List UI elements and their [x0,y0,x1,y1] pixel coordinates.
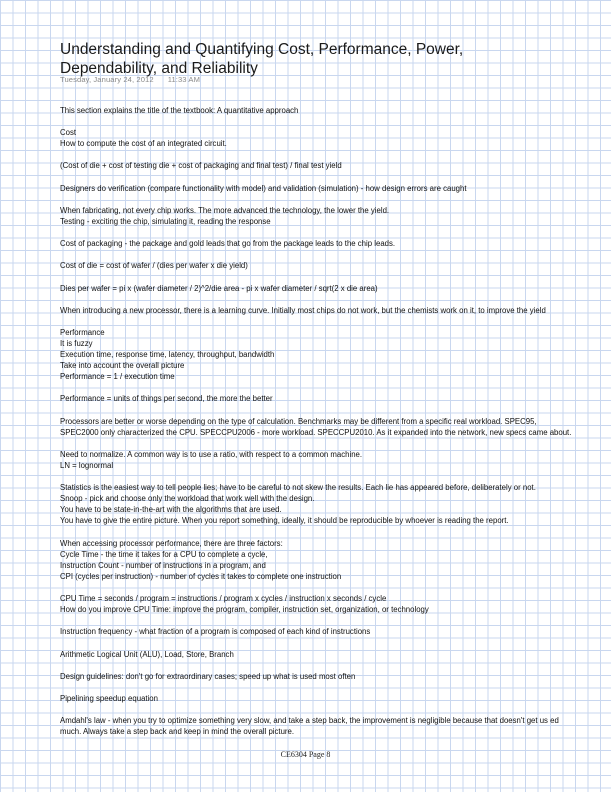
note-line: CPU Time = seconds / program = instructions / program x cycles / instruction x seconds / cycle [60,594,387,604]
note-timestamp [60,75,200,84]
note-line: Instruction frequency - what fraction of a program is composed of each kind of instructions [60,627,371,637]
note-title-line: Dependability, and Reliability [60,60,258,77]
note-paragraph [60,693,606,704]
paragraph-gap [60,615,606,626]
note-date: Tuesday, January 24, 2012 [60,75,154,84]
note-paragraph [60,327,606,382]
note-paragraph [60,482,606,526]
note-line: You have to be state-in-the-art with the algorithms that are used. [60,505,282,515]
paragraph-gap [60,582,606,593]
note-line: This section explains the title of the textbook: A quantitative approach [60,106,299,115]
note-paragraph [60,105,606,116]
note-paragraph [60,238,606,249]
note-paragraph [60,127,606,149]
note-line: Snoop - pick and choose only the workload that work well with the design. [60,494,315,504]
note-line: Take into account the overall picture [60,361,185,371]
note-paragraph [60,183,606,194]
note-title [60,40,580,78]
note-line: SPEC2000 only characterized the CPU. SPECCPU2006 - more workload. SPECCPU2010. As it expanded into the network, new specs came about. [60,427,572,437]
note-line: CPI (cycles per instruction) - number of cycles it takes to complete one instruction [60,571,342,581]
paragraph-gap [60,438,606,449]
note-paragraph [60,160,606,171]
paragraph-gap [60,149,606,160]
note-paragraph [60,305,606,316]
note-line: Performance [60,327,105,337]
note-paragraph [60,449,606,471]
note-line: Cost of packaging - the package and gold leads that go from the package leads to the chip leads. [60,239,396,249]
paragraph-gap [60,294,606,305]
note-line: Cost [60,128,77,138]
paragraph-gap [60,116,606,127]
note-paragraph [60,538,606,582]
note-paragraph [60,671,606,682]
note-line: much. Always take a step back and keep in mind the overall picture. [60,727,295,737]
paragraph-gap [60,471,606,482]
note-line: You have to give the entire picture. When you report something, ideally, it should be reproducible by whoever is reading the report. [60,516,509,526]
note-paragraph [60,626,606,637]
paragraph-gap [60,271,606,282]
note-line: Cost of die = cost of wafer / (dies per wafer x die yield) [60,261,248,271]
note-paragraph [60,715,606,737]
paragraph-gap [60,660,606,671]
note-line: Instruction Count - number of instructions in a program, and [60,560,266,570]
note-paragraph [60,260,606,271]
paragraph-gap [60,638,606,649]
paragraph-gap [60,227,606,238]
note-line: How to compute the cost of an integrated circuit. [60,139,227,149]
note-line: Pipelining speedup equation [60,693,158,703]
paragraph-gap [60,405,606,416]
paragraph-gap [60,249,606,260]
note-title-line: Understanding and Quantifying Cost, Performance, Power, [60,41,464,58]
note-line: Statistics is the easiest way to tell people lies; have to be careful to not skew the results. Each lie has appeared before, deliberately or not. [60,483,536,493]
note-line: Design guidelines: don't go for extraordinary cases; speed up what is used most often [60,671,356,681]
note-line: When fabricating, not every chip works. The more advanced the technology, the lower the yield. [60,205,390,215]
note-line: Testing - exciting the chip, simulating it, reading the response [60,216,271,226]
note-line: Dies per wafer = pi x (wafer diameter / 2)^2/die area - pi x wafer diameter / sqrt(2 x die area) [60,283,378,293]
note-body[interactable] [60,105,606,737]
note-line: Performance = 1 / execution time [60,372,175,382]
note-paragraph [60,593,606,615]
note-line: When introducing a new processor, there is a learning curve. Initially most chips do not work, but the chemists work on it, to improve the yield [60,305,546,315]
note-line: It is fuzzy [60,338,93,348]
page-footer: CE6304 Page 8 [280,750,331,759]
note-line: LN = lognormal [60,461,114,470]
paragraph-gap [60,527,606,538]
paragraph-gap [60,382,606,393]
paragraph-gap [60,172,606,183]
note-paragraph [60,283,606,294]
note-line: Amdahl's law - when you try to optimize something very slow, and take a step back, the improvement is negligible because that doesn't get us ed [60,716,559,726]
note-line: Processors are better or worse depending on the type of calculation. Benchmarks may be different from a specific real workload. SPEC95, [60,416,537,426]
paragraph-gap [60,682,606,693]
note-line: Arithmetic Logical Unit (ALU), Load, Store, Branch [60,649,234,659]
paragraph-gap [60,316,606,327]
note-paragraph [60,393,606,404]
note-line: When accessing processor performance, there are three factors: [60,538,283,548]
note-paragraph [60,205,606,227]
note-time: 11:33 AM [167,75,201,84]
note-paragraph [60,416,606,438]
paragraph-gap [60,194,606,205]
note-line: Execution time, response time, latency, throughput, bandwidth [60,350,275,360]
note-paragraph [60,649,606,660]
note-line: (Cost of die + cost of testing die + cost of packaging and final test) / final test yield [60,161,342,171]
paragraph-gap [60,704,606,715]
note-line: Cycle Time - the time it takes for a CPU to complete a cycle, [60,549,268,559]
note-line: Need to normalize. A common way is to use a ratio, with respect to a common machine. [60,449,363,459]
note-line: How do you improve CPU Time: improve the program, compiler, instruction set, organization, or technology [60,605,429,615]
note-line: Designers do verification (compare functionality with model) and validation (simulation) - how design errors are caught [60,183,467,193]
note-line: Performance = units of things per second, the more the better [60,394,273,404]
